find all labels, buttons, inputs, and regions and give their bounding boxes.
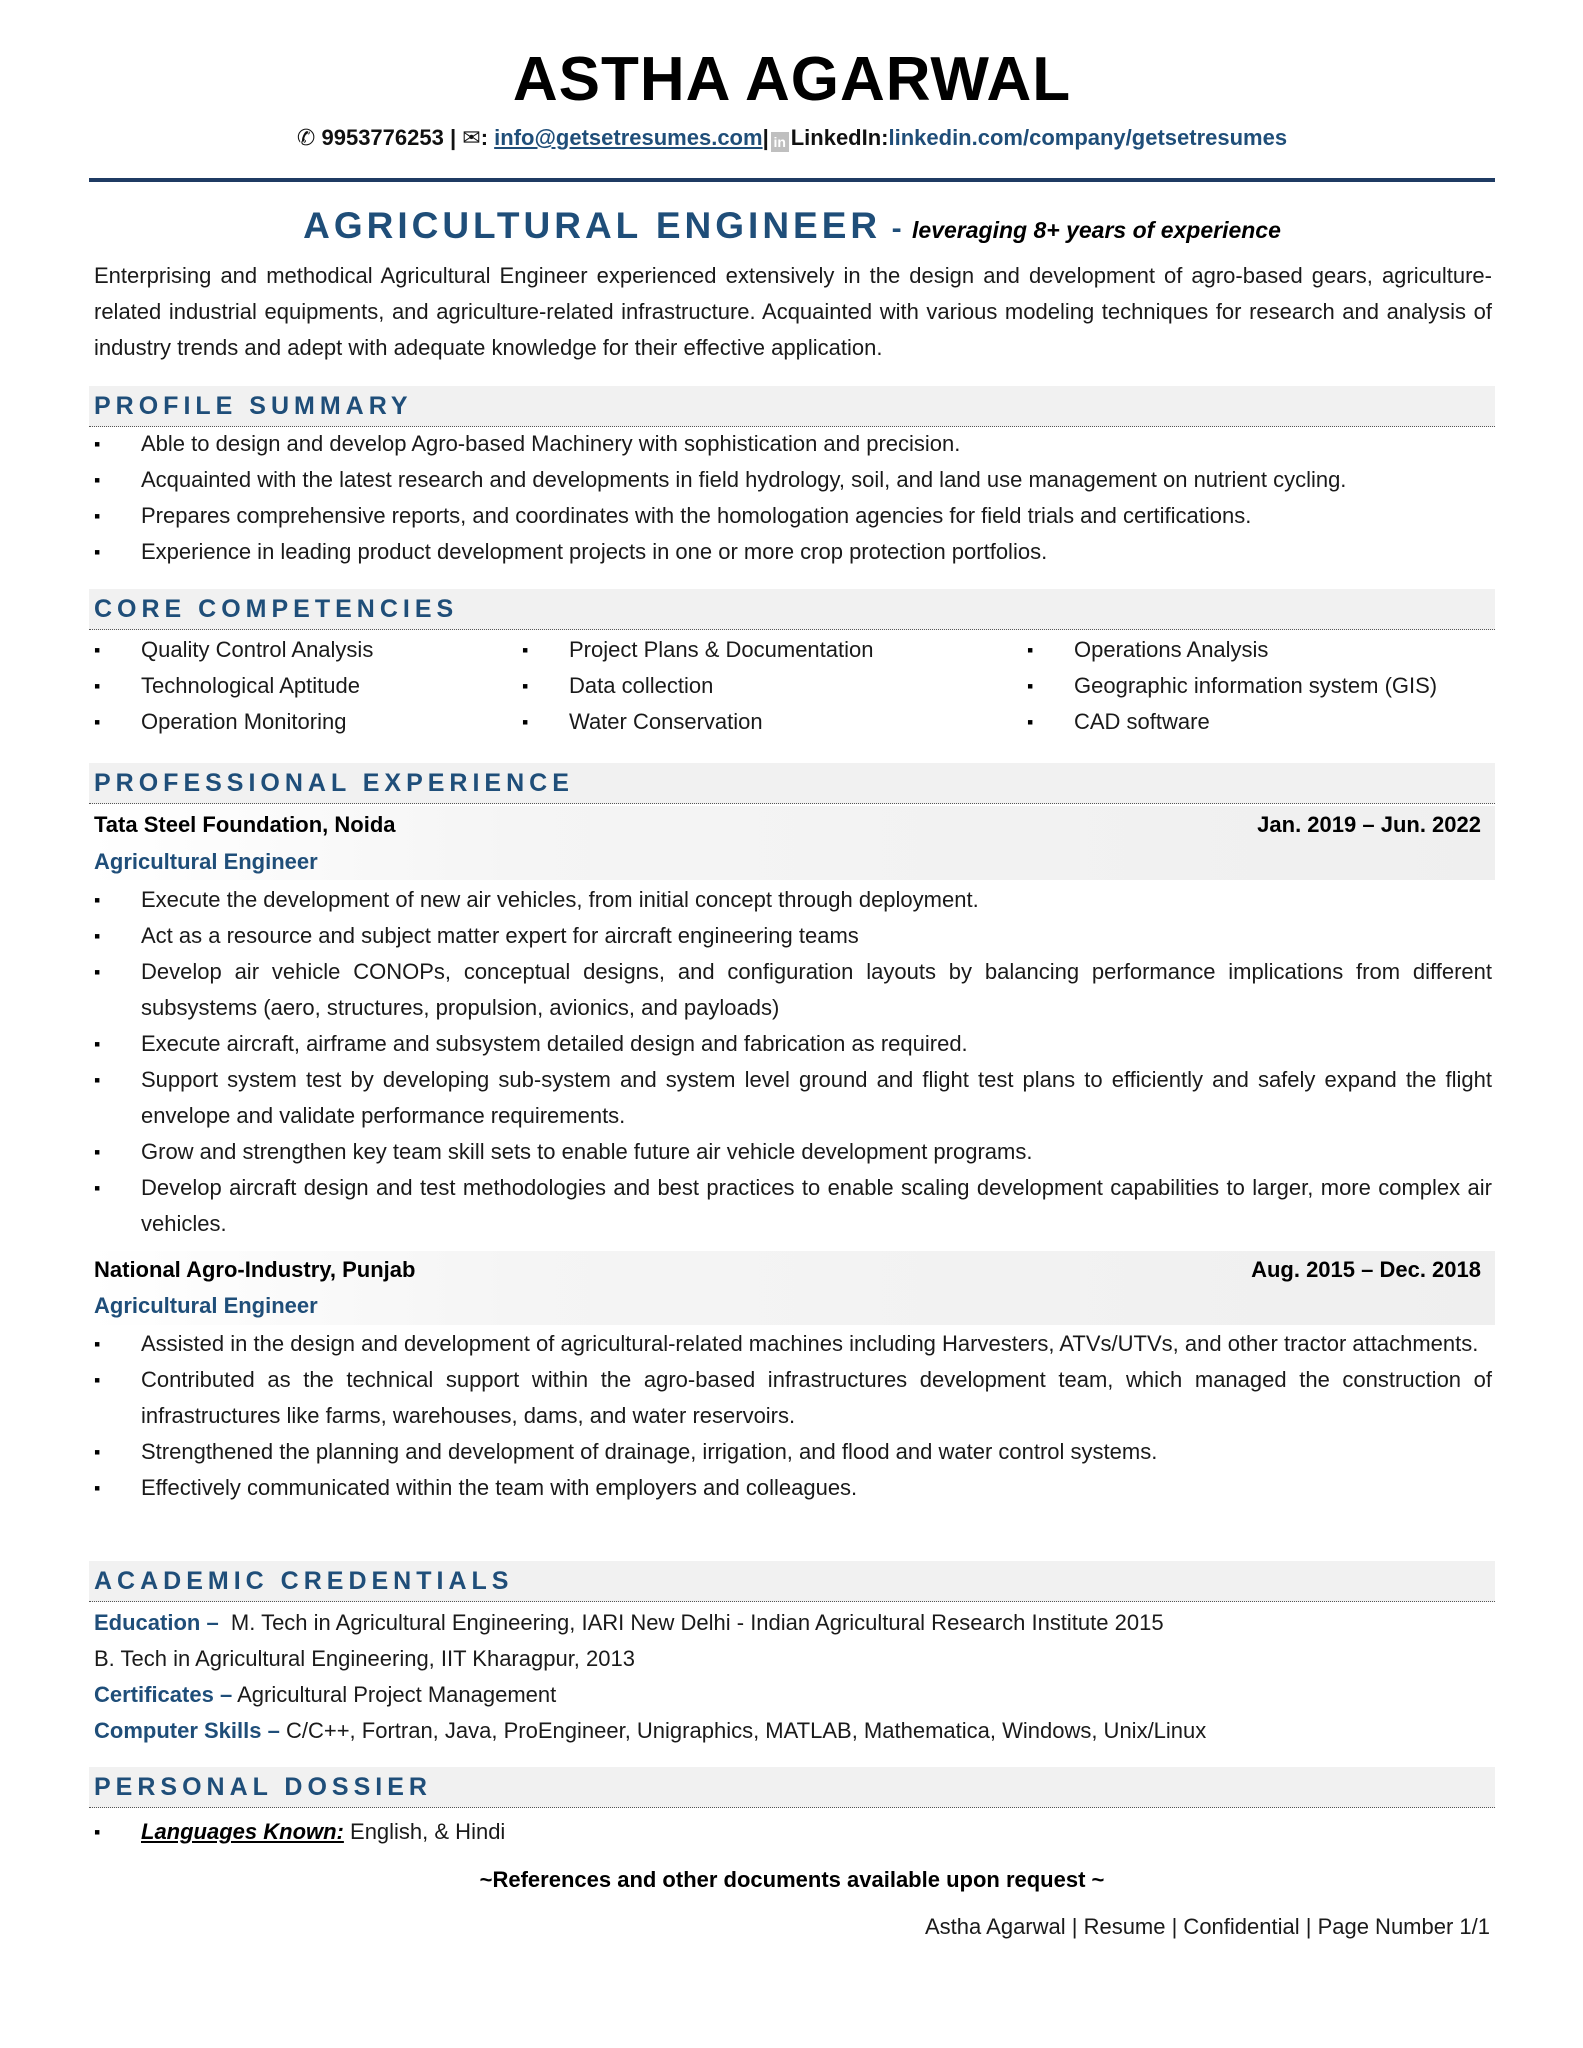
competency-item: ▪ Technological Aptitude [94, 668, 373, 704]
contact-separator: | [449, 125, 457, 150]
header-divider [89, 178, 1495, 182]
job-dates: Aug. 2015 – Dec. 2018 [1251, 1257, 1481, 1282]
headline [89, 205, 1495, 247]
job-bullets [94, 882, 1492, 1242]
competency-column-2 [522, 632, 874, 740]
list-item: ▪ Support system test by developing sub-system and system level ground and flight test plans to efficiently and safely expand the flight envelope and validate performance requirements. [94, 1062, 1492, 1134]
job-title: Agricultural Engineer [94, 1293, 318, 1318]
education-line [94, 1605, 1164, 1641]
list-item: ▪ Develop air vehicle CONOPs, conceptual designs, and configuration layouts by balancing performance implications from different subsystems (aero, structures, propulsion, avionics, and payloads) [94, 954, 1492, 1026]
contact-line [89, 125, 1495, 152]
references-note: ~References and other documents available upon request ~ [479, 1867, 1105, 1892]
competency-column-3 [1027, 632, 1437, 740]
list-item: ▪ Execute aircraft, airframe and subsystem detailed design and fabrication as required. [94, 1026, 1492, 1062]
languages-label: Languages Known: [141, 1819, 344, 1844]
list-item: ▪ Prepares comprehensive reports, and coordinates with the homologation agencies for field trials and certifications. [94, 498, 1492, 534]
competency-item: ▪ Data collection [522, 668, 874, 704]
list-item: ▪ Assisted in the design and development of agricultural-related machines including Harvesters, ATVs/UTVs, and other tractor attachments. [94, 1326, 1492, 1362]
email-link[interactable]: info@getsetresumes.com [494, 125, 763, 150]
envelope-icon: ✉ [462, 125, 481, 150]
job-company: National Agro-Industry, Punjab [94, 1257, 416, 1282]
section-title: PROFESSIONAL EXPERIENCE [94, 769, 574, 797]
list-item: ▪ Act as a resource and subject matter expert for aircraft engineering teams [94, 918, 1492, 954]
education-label: Education – [94, 1610, 219, 1635]
list-item: ▪ Execute the development of new air vehicles, from initial concept through deployment. [94, 882, 1492, 918]
page-footer: Astha Agarwal | Resume | Confidential | Page Number 1/1 [925, 1914, 1490, 1939]
list-item: ▪ Strengthened the planning and development of drainage, irrigation, and flood and water control systems. [94, 1434, 1492, 1470]
competency-item: ▪ Operation Monitoring [94, 704, 373, 740]
education-line-2: B. Tech in Agricultural Engineering, IIT Kharagpur, 2013 [94, 1646, 635, 1671]
certificates-line [94, 1677, 556, 1713]
section-title: ACADEMIC CREDENTIALS [94, 1567, 514, 1595]
section-title: CORE COMPETENCIES [94, 595, 459, 623]
profile-summary-list [94, 426, 1492, 570]
role-subtitle: leveraging 8+ years of experience [912, 217, 1281, 243]
job-dates: Jan. 2019 – Jun. 2022 [1257, 812, 1481, 837]
section-profile-summary [89, 386, 1495, 427]
list-item: ▪ Experience in leading product development projects in one or more crop protection portfolios. [94, 534, 1492, 570]
competency-item: ▪ Project Plans & Documentation [522, 632, 874, 668]
role-title: AGRICULTURAL ENGINEER [303, 205, 882, 246]
list-item: ▪ Able to design and develop Agro-based Machinery with sophistication and precision. [94, 426, 1492, 462]
job-bullets [94, 1326, 1492, 1506]
list-item [94, 1814, 1492, 1850]
job-title: Agricultural Engineer [94, 849, 318, 874]
competency-item: ▪ Water Conservation [522, 704, 874, 740]
summary-paragraph: Enterprising and methodical Agricultural Engineer experienced extensively in the design and development of agro-based gears, agriculture-related industrial equipments, and agriculture-related infrastructure. Acquainted with various modeling techniques for research and analysis of industry trends and adept with adequate knowledge for their effective application. [94, 263, 1492, 360]
list-item: ▪ Contributed as the technical support within the agro-based infrastructures development team, which managed the construction of infrastructures like farms, warehouses, dams, and water reservoirs. [94, 1362, 1492, 1434]
competency-column-1 [94, 632, 373, 740]
certificates-label: Certificates – [94, 1682, 233, 1707]
role-dash: - [891, 212, 902, 245]
section-title: PERSONAL DOSSIER [94, 1773, 432, 1801]
competency-item: ▪ CAD software [1027, 704, 1437, 740]
list-item: ▪ Effectively communicated within the team with employers and colleagues. [94, 1470, 1492, 1506]
job-company: Tata Steel Foundation, Noida [94, 812, 396, 837]
linkedin-link[interactable]: linkedin.com/company/getsetresumes [888, 125, 1288, 150]
section-core-competencies [89, 589, 1495, 630]
competency-item: ▪ Geographic information system (GIS) [1027, 668, 1437, 704]
computer-skills-line [94, 1713, 1206, 1749]
phone-number: 9953776253 [321, 125, 444, 150]
education-value: M. Tech in Agricultural Engineering, IARI New Delhi - Indian Agricultural Research Institute 2015 [230, 1610, 1164, 1635]
section-personal-dossier [89, 1767, 1495, 1808]
linkedin-label: LinkedIn: [790, 125, 889, 150]
list-item: ▪ Acquainted with the latest research and developments in field hydrology, soil, and land use management on nutrient cycling. [94, 462, 1492, 498]
computer-skills-label: Computer Skills – [94, 1718, 280, 1743]
list-item: ▪ Grow and strengthen key team skill sets to enable future air vehicle development programs. [94, 1134, 1492, 1170]
languages-value: English, & Hindi [350, 1819, 506, 1844]
list-item: ▪ Develop aircraft design and test methodologies and best practices to enable scaling development capabilities to larger, more complex air vehicles. [94, 1170, 1492, 1242]
competency-item: ▪ Quality Control Analysis [94, 632, 373, 668]
email-prefix: : [480, 125, 489, 150]
linkedin-icon: in [771, 132, 789, 152]
personal-list [94, 1814, 1492, 1850]
computer-skills-value: C/C++, Fortran, Java, ProEngineer, Unigraphics, MATLAB, Mathematica, Windows, Unix/Linux [285, 1718, 1207, 1743]
section-professional-experience [89, 763, 1495, 804]
candidate-name: ASTHA AGARWAL [512, 45, 1072, 114]
phone-icon: ✆ [296, 125, 316, 150]
section-academic-credentials [89, 1561, 1495, 1602]
competency-item: ▪ Operations Analysis [1027, 632, 1437, 668]
certificates-value: Agricultural Project Management [237, 1682, 557, 1707]
contact-separator: | [762, 125, 769, 150]
section-title: PROFILE SUMMARY [94, 392, 413, 420]
